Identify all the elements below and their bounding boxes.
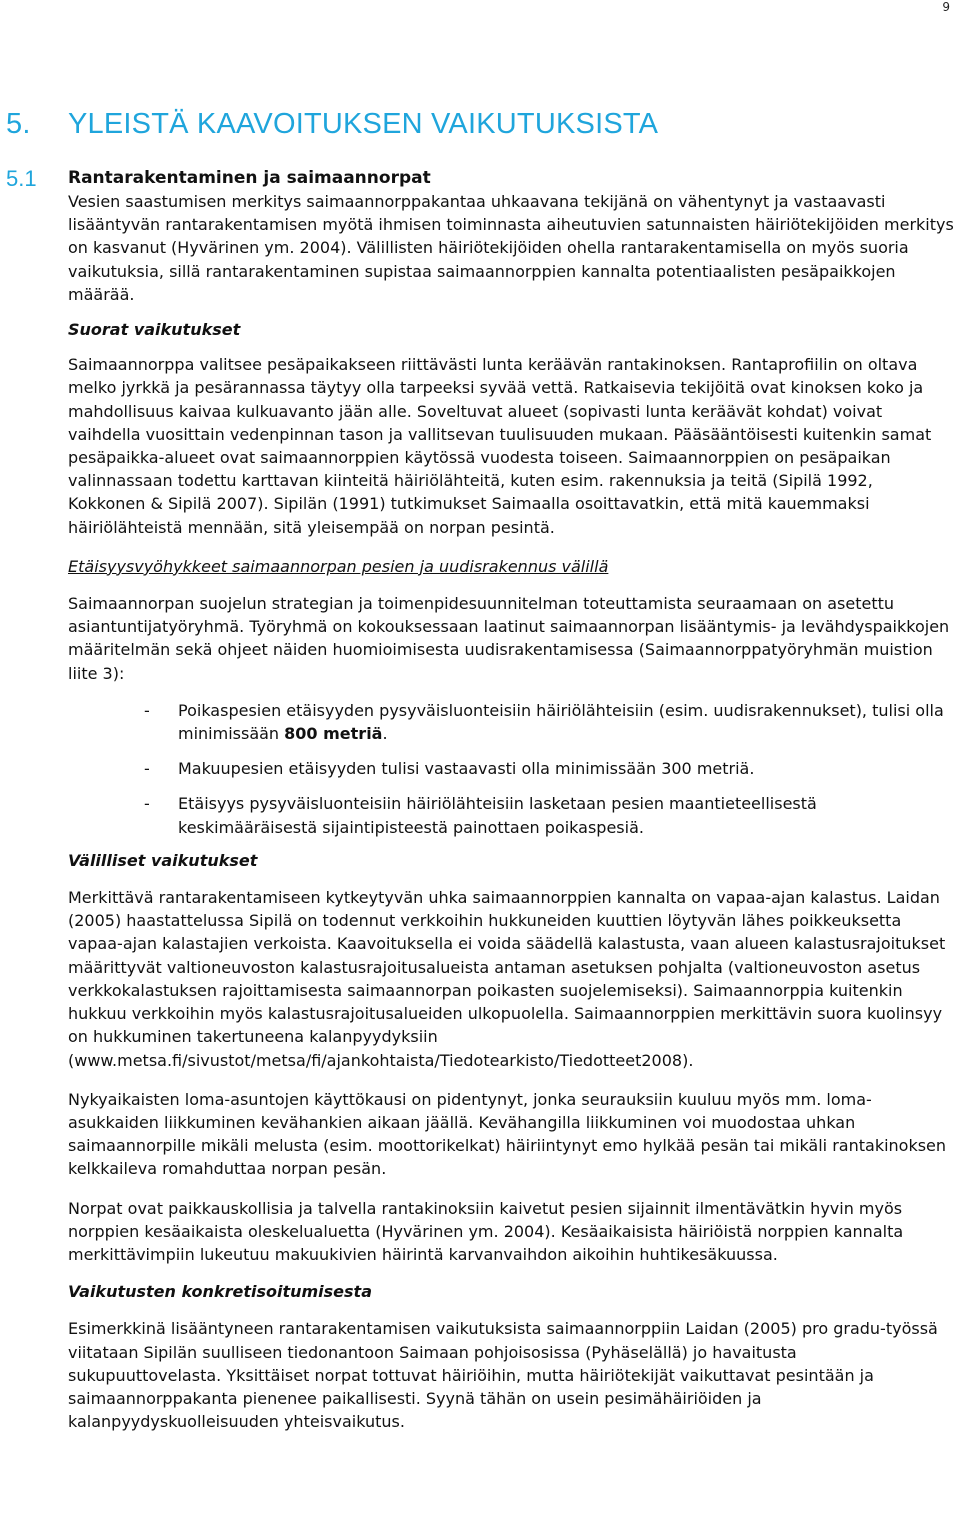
intro-paragraph: Vesien saastumisen merkitys saimaannorppakantaa uhkaavana tekijänä on vähentynyt ja vastaavasti lisääntyvän rantarakentamisen myötä ihmisen toiminnasta aiheutuvien satunnaisten häiriötekijöiden merkitys on kasvanut (Hyvärinen ym. 2004). Välillisten häiriötekijöiden ohella rantarakentamisella on myös suoria vaikutuksia, sillä rantarakentaminen supistaa saimaannorppien kannalta potentiaalisten pesäpaikkojen määrää. xyxy=(68,192,954,304)
list-item-text: Etäisyys pysyväisluonteisiin häiriölähteisiin lasketaan pesien maantieteellisestä keskimääräisestä sijaintipisteestä painottaen poikaspesiä. xyxy=(178,794,817,837)
section-title: Rantarakentaminen ja saimaannorpat xyxy=(68,168,431,188)
etaisyys-heading: Etäisyysvyöhykkeet saimaannorpan pesien ja uudisrakennus välillä xyxy=(68,556,609,576)
valilliset-paragraph-2: Nykyaikaisten loma-asuntojen käyttökausi on pidentynyt, jonka seurauksiin kuuluu myös mm. loma-asukkaiden liikkuminen kevähankien aikaan jäällä. Kevähangilla liikkuminen voi muodostaa uhkan saimaannorpille mikäli melusta (esim. moottorikelkat) häiriintynyt emo hylkää pesän tai mikäli rantakinoksen kelkkaileva romahduttaa norpan pesän. xyxy=(68,1089,947,1179)
list-item xyxy=(68,699,954,745)
list-item-emphasis: 800 metriä xyxy=(284,724,383,744)
page-number: 9 xyxy=(942,0,950,14)
list-item xyxy=(68,792,954,838)
list-dash: - xyxy=(144,759,150,779)
metsa-link-text: (www.metsa.fi/sivustot/metsa/fi/ajankohtaista/Tiedotearkisto/Tiedotteet2008). xyxy=(68,1050,694,1070)
valilliset-paragraph-1 xyxy=(68,886,954,1072)
valilliset-heading: Välilliset vaikutukset xyxy=(68,850,258,870)
etaisyys-paragraph: Saimaannorpan suojelun strategian ja toimenpidesuunnitelman toteuttamista seuraamaan on asetettu asiantuntijatyöryhmä. Työryhmä on kokouksessaan laatinut saimaannorpan lisääntymis- ja levähdyspaikkojen määritelmän sekä ohjeet näiden huomioimisesta uudisrakentamisessa (Saimaannorppatyöryhmän muistion liite 3): xyxy=(68,594,950,683)
chapter-number: 5. xyxy=(6,108,31,140)
chapter-heading xyxy=(6,108,658,141)
chapter-title: YLEISTÄ KAAVOITUKSEN VAIKUTUKSISTA xyxy=(68,108,659,140)
list-item xyxy=(68,757,954,780)
suorat-heading: Suorat vaikutukset xyxy=(68,320,241,340)
list-dash: - xyxy=(144,700,150,720)
valilliset-paragraph-3: Norpat ovat paikkauskollisia ja talvella rantakinoksiin kaivetut pesien sijainnit ilmentävätkin hyvin myös norppien kesäaikaista oleskelualuetta (Hyvärinen ym. 2004). Kesäaikaisista häiriöistä norppien kannalta merkittävimpiin lukeutuu makuukivien häirintä karvanvaihdon aikoihin huhtikesäkuussa. xyxy=(68,1198,904,1264)
valilliset-paragraph-1-text: Merkittävä rantarakentamiseen kytkeytyvän uhka saimaannorppien kannalta on vapaa-ajan kalastus. Laidan (2005) haastattelussa Sipilä on todennut verkkoihin hukkuneiden kuuttien löytyvän lähes poikkeuksetta vapaa-ajan kalastajien verkoista. Kaavoituksella ei voida säädellä kalastusta, vaan alueen kalastusrajoitukset määrittyvät valtioneuvoston kalastusrajoitusalueista antaman asetuksen pohjalta (valtioneuvoston asetus verkkokalastuksen rajoittamisesta saimaannorpan poikasten suojelemiseksi). Saimaannorppia kuitenkin hukkuu verkkoihin myös kalastusrajoitusalueiden ulkopuolella. Saimaannorppien merkittävin suora kuolinsyy on hukkuminen takertuneena kalanpyydyksiin xyxy=(68,888,946,1047)
list-item-text-end: . xyxy=(382,724,388,744)
section-number: 5.1 xyxy=(6,166,37,191)
document-body xyxy=(68,190,954,1433)
konkretisoituminen-paragraph: Esimerkkinä lisääntyneen rantarakentamisen vaikutuksista saimaannorppiin Laidan (2005) pro gradu-työssä viitataan Sipilän suulliseen tiedonantoon Saimaan pohjoisosissa (Pyhäselällä) jo havaitusta sukupuuttovelasta. Yksittäiset norpat tottuvat häiriöihin, mutta häiriötekijät vaikuttavat pesintään ja saimaannorppakanta pienenee paikallisesti. Syynä tähän on usein pesimähäiriöiden ja kalanpyydyskuolleisuuden yhteisvaikutus. xyxy=(68,1319,938,1432)
distance-list xyxy=(68,699,954,839)
list-dash: - xyxy=(144,794,150,814)
list-item-text: Poikaspesien etäisyyden pysyväisluonteisiin häiriölähteisiin (esim. uudisrakennukset), tulisi olla minimissään xyxy=(178,700,944,744)
suorat-paragraph: Saimaannorppa valitsee pesäpaikakseen riittävästi lunta keräävän rantakinoksen. Rantaprofiilin on oltava melko jyrkkä ja pesärannassa täytyy olla tarpeeksi syvää vettä. Ratkaisevia tekijöitä ovat kinoksen koko ja mahdollisuus kaivaa kulkuavanto jään alle. Soveltuvat alueet (sopivasti lunta keräävät kohdat) voivat vaihdella vuosittain vedenpinnan tason ja vallitsevan tuulisuuden mukaan. Pääsääntöisesti kuitenkin samat pesäpaikka-alueet ovat saimaannorppien käytössä vuodesta toiseen. Saimaannorppien on pesäpaikan valinnassaan todettu karttavan kiinteitä häiriölähteitä, kuten esim. rakennuksia ja teitä (Sipilä 1992, Kokkonen & Sipilä 2007). Sipilän (1991) tutkimukset Saimaalla osoittavatkin, että mitä kauemmaksi häiriölähteistä mennään, sitä yleisempää on norpan pesintä. xyxy=(68,355,932,537)
konkretisoituminen-heading: Vaikutusten konkretisoitumisesta xyxy=(68,1282,372,1302)
list-item-text: Makuupesien etäisyyden tulisi vastaavasti olla minimissään 300 metriä. xyxy=(178,759,755,779)
